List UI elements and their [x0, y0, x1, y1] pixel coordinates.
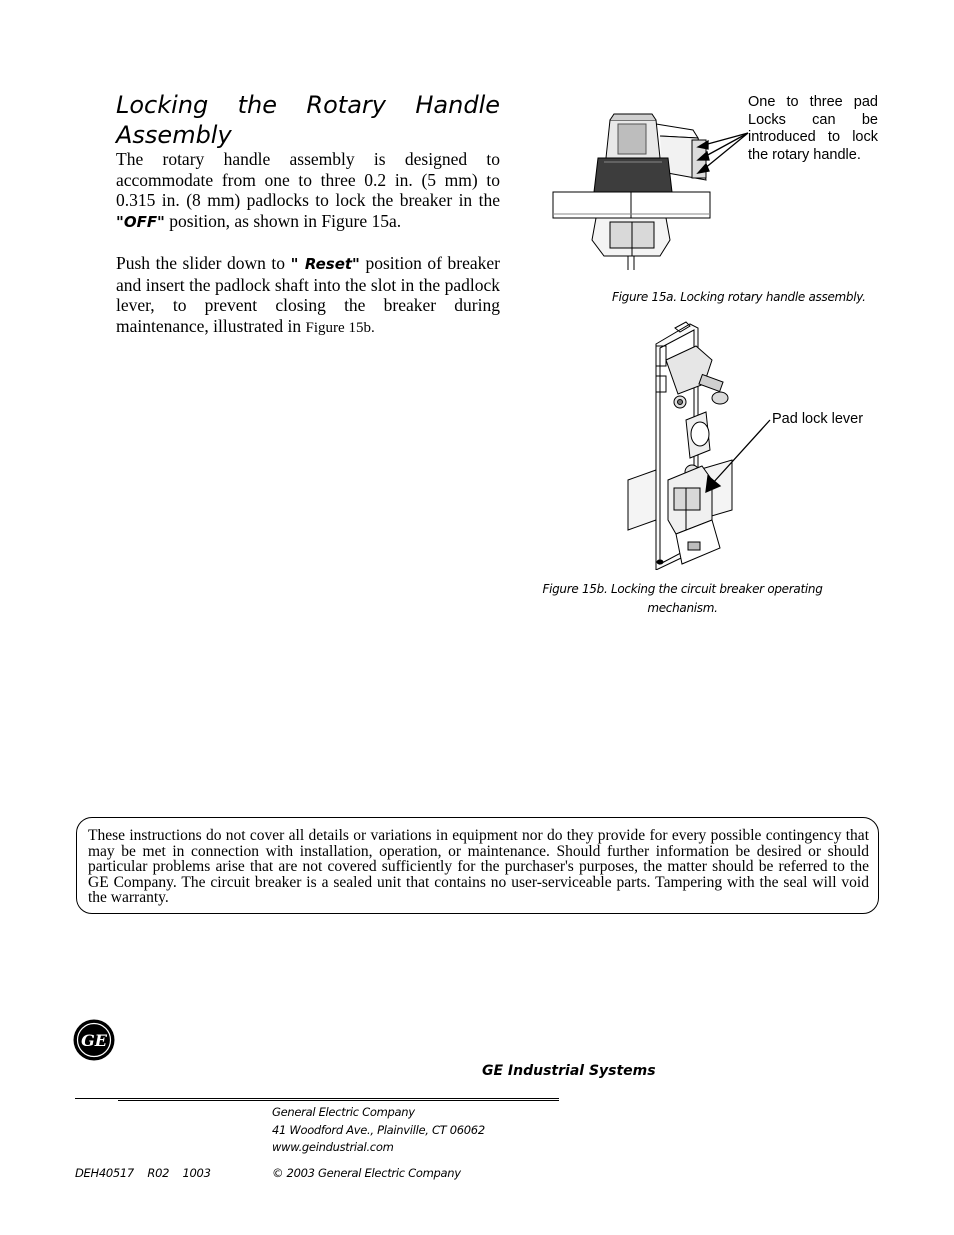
paragraph-text: position of breaker and insert the padlock shaft into the slot in the padlock lever, to prevent closing the breaker during maintenance, illustrated in — [116, 253, 500, 337]
figure-15a-caption: Figure 15a. Locking rotary handle assembly. — [612, 290, 866, 304]
off-position-label: "OFF" — [116, 213, 165, 232]
company-website: www.geindustrial.com — [272, 1140, 394, 1154]
figure-15a-callout: One to three pad Locks can be introduced to lock the rotary handle. — [748, 94, 878, 163]
company-address-block — [272, 1104, 485, 1157]
footer-rule — [75, 1098, 559, 1099]
figure-15b-caption-line1: Figure 15b. Locking the circuit breaker operating — [542, 582, 823, 596]
paragraph-reset-slider — [116, 253, 500, 339]
paragraph-text: Push the slider down to — [116, 253, 291, 273]
figure-15b-caption — [540, 580, 825, 618]
company-address: 41 Woodford Ave., Plainville, CT 06062 — [272, 1122, 485, 1137]
document-id: DEH40517 R02 1003 — [75, 1166, 211, 1180]
copyright: © 2003 General Electric Company — [272, 1166, 461, 1180]
paragraph-text: position, as shown in Figure 15a. — [164, 211, 402, 232]
paragraph-padlock-capacity — [116, 149, 500, 233]
disclaimer-box: These instructions do not cover all details or variations in equipment nor do they provide for every possible contingency that may be met in connection with installation, operation, or maintenance. Should further information be desired or should particular problems arise that are not covered sufficiently for the purchaser's purposes, the matter should be referred to the GE Company. The circuit breaker is a sealed unit that contains no user-serviceable parts. Tampering with the seal will void the warranty. — [76, 817, 879, 914]
ge-logo-monogram: GE — [81, 1031, 107, 1050]
reset-position-label: " Reset" — [290, 255, 360, 273]
figure-15b-arrow — [700, 418, 772, 494]
brand-name: GE Industrial Systems — [482, 1063, 656, 1079]
paragraph-text: The rotary handle assembly is designed to accommodate from one to three 0.2 in. (5 mm) to 0.315 in. (8 mm) padlocks to lock the breaker in the — [116, 149, 500, 211]
figure-15a-arrows — [690, 125, 750, 180]
figure-15b-caption-line2: mechanism. — [647, 601, 718, 615]
footer-rule — [118, 1100, 559, 1101]
company-name: General Electric Company — [272, 1105, 415, 1119]
ge-logo — [73, 1019, 115, 1061]
figure-15b-callout: Pad lock lever — [772, 411, 864, 427]
section-title: Locking the Rotary Handle Assembly — [116, 91, 500, 149]
figure-reference: Figure 15b. — [305, 320, 375, 337]
